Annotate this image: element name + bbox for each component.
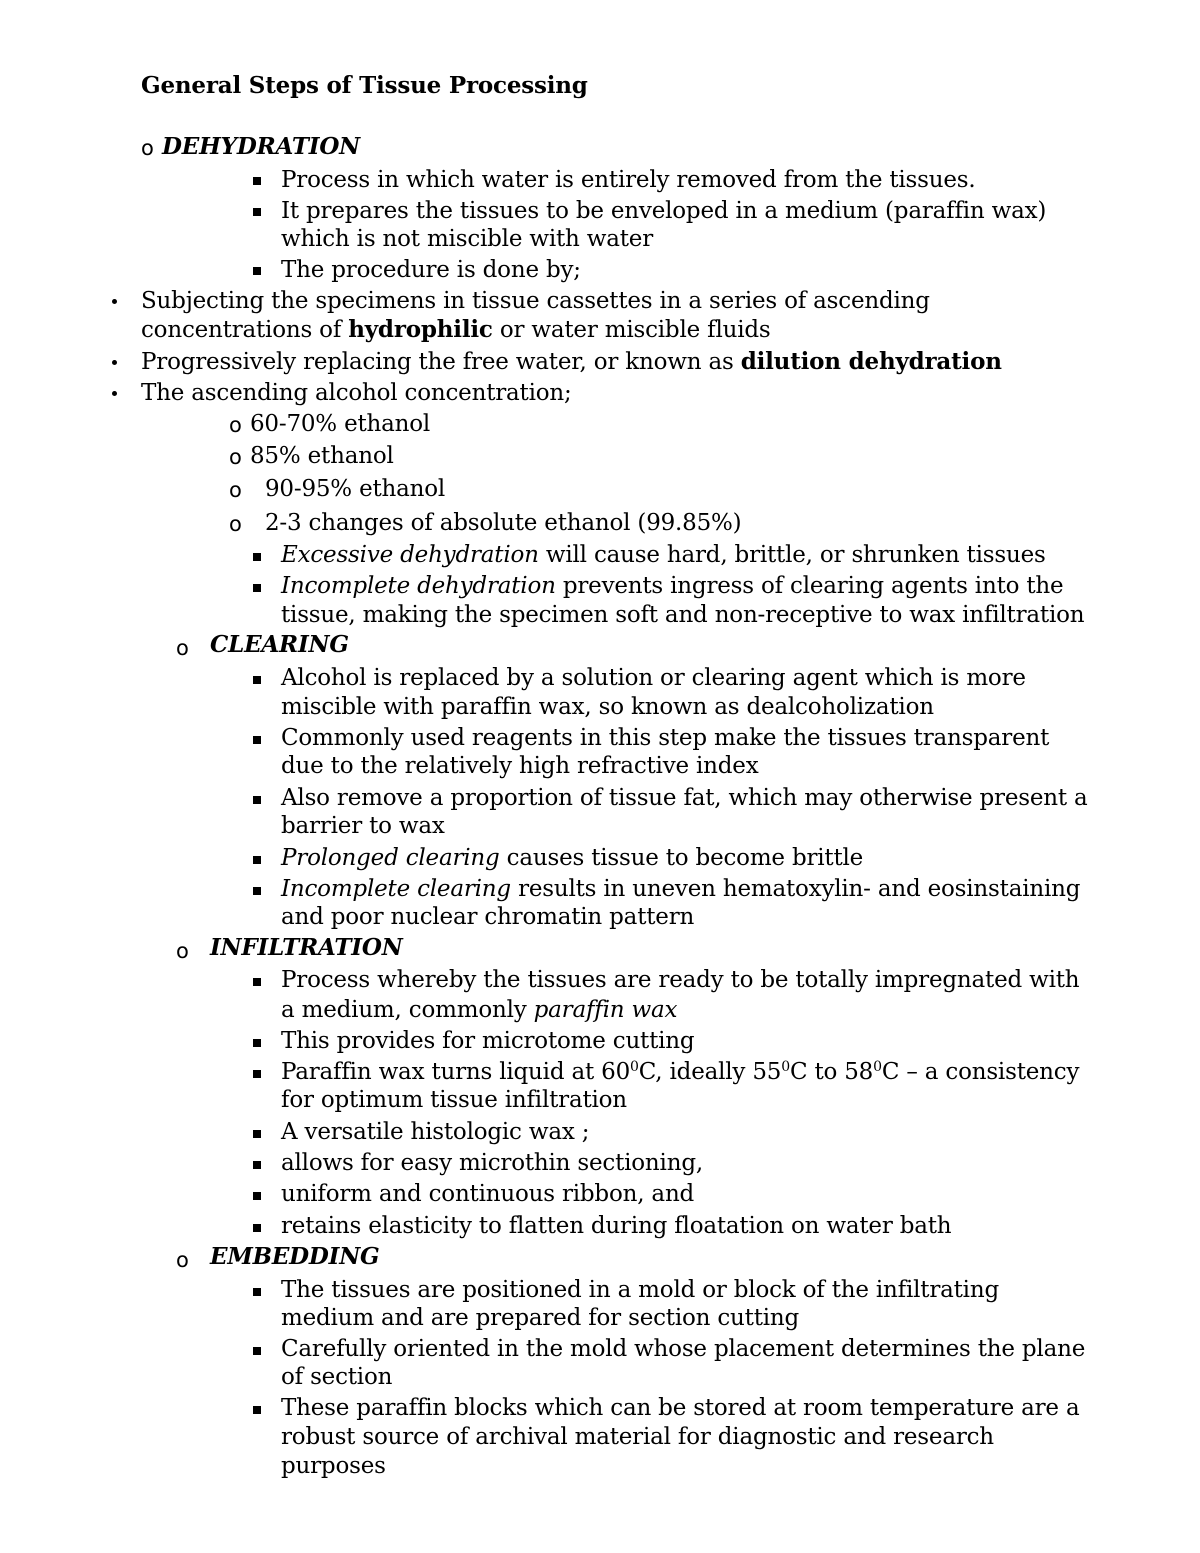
square-bullet-icon xyxy=(253,1130,261,1138)
list-item: Prolonged clearing causes tissue to become brittle xyxy=(281,845,864,871)
list-item: Paraffin wax turns liquid at $60^0C$, ideally $55^0C$ to $58^0C$ – a consistency xyxy=(281,1059,1080,1085)
square-bullet-icon xyxy=(253,1070,261,1078)
list-item: 90-95% ethanol xyxy=(265,476,446,502)
square-bullet-icon xyxy=(253,1192,261,1200)
list-item: Alcohol is replaced by a solution or clearing agent which is more xyxy=(281,665,1026,691)
list-item-continuation: of section xyxy=(281,1364,393,1390)
bullet-dot-icon xyxy=(112,391,117,396)
square-bullet-icon xyxy=(253,676,261,684)
list-item-continuation: and poor nuclear chromatin pattern xyxy=(281,904,695,930)
list-item-continuation: barrier to wax xyxy=(281,813,445,839)
list-item: 85% ethanol xyxy=(250,443,394,469)
list-item: Progressively replacing the free water, or known as dilution dehydration xyxy=(141,348,1002,375)
circle-bullet: o xyxy=(229,413,242,437)
list-item: Also remove a proportion of tissue fat, which may otherwise present a xyxy=(281,785,1088,811)
list-item: A versatile histologic wax ; xyxy=(281,1119,590,1145)
list-item-continuation: concentrations of hydrophilic or water miscible fluids xyxy=(141,316,771,343)
square-bullet-icon xyxy=(253,856,261,864)
section-heading-dehydration: DEHYDRATION xyxy=(162,133,361,160)
square-bullet-icon xyxy=(253,736,261,744)
list-item: The tissues are positioned in a mold or block of the infiltrating xyxy=(281,1277,999,1303)
square-bullet-icon xyxy=(253,208,261,216)
list-item: 60-70% ethanol xyxy=(250,411,431,437)
list-item: Process whereby the tissues are ready to be totally impregnated with xyxy=(281,967,1080,993)
square-bullet-icon xyxy=(253,177,261,185)
square-bullet-icon xyxy=(253,267,261,275)
list-item: Incomplete clearing results in uneven hematoxylin- and eosinstaining xyxy=(281,876,1081,902)
list-item: Carefully oriented in the mold whose placement determines the plane xyxy=(281,1336,1086,1362)
square-bullet-icon xyxy=(253,978,261,986)
square-bullet-icon xyxy=(253,553,261,561)
list-item: allows for easy microthin sectioning, xyxy=(281,1150,703,1176)
list-item: The procedure is done by; xyxy=(281,257,581,283)
list-item: 2-3 changes of absolute ethanol (99.85%) xyxy=(265,510,742,536)
circle-bullet: o xyxy=(176,1248,189,1272)
circle-bullet: o xyxy=(229,512,242,536)
square-bullet-icon xyxy=(253,1288,261,1296)
bullet-dot-icon xyxy=(112,299,117,304)
list-item-continuation: robust source of archival material for diagnostic and research xyxy=(281,1424,994,1450)
list-item-continuation: tissue, making the specimen soft and non-receptive to wax infiltration xyxy=(281,602,1085,628)
page-title: General Steps of Tissue Processing xyxy=(141,72,588,99)
list-item-continuation: for optimum tissue infiltration xyxy=(281,1087,627,1113)
bullet-dot-icon xyxy=(112,360,117,365)
square-bullet-icon xyxy=(253,1406,261,1414)
list-item-continuation: medium and are prepared for section cutting xyxy=(281,1305,800,1331)
square-bullet-icon xyxy=(253,796,261,804)
list-item: Commonly used reagents in this step make the tissues transparent xyxy=(281,725,1050,751)
circle-bullet: o xyxy=(176,636,189,660)
list-item-continuation: which is not miscible with water xyxy=(281,226,654,252)
square-bullet-icon xyxy=(253,1347,261,1355)
list-item: Subjecting the specimens in tissue cassettes in a series of ascending xyxy=(141,288,930,314)
list-item-continuation: purposes xyxy=(281,1453,386,1479)
circle-bullet: o xyxy=(229,445,242,469)
square-bullet-icon xyxy=(253,1161,261,1169)
square-bullet-icon xyxy=(253,1224,261,1232)
section-heading-embedding: EMBEDDING xyxy=(210,1243,380,1270)
list-item: retains elasticity to flatten during floatation on water bath xyxy=(281,1213,952,1239)
list-item-continuation: miscible with paraffin wax, so known as dealcoholization xyxy=(281,694,934,720)
list-item: Process in which water is entirely removed from the tissues. xyxy=(281,167,976,193)
section-heading-infiltration: INFILTRATION xyxy=(210,934,403,961)
list-item: These paraffin blocks which can be stored at room temperature are a xyxy=(281,1395,1080,1421)
list-item: Excessive dehydration will cause hard, brittle, or shrunken tissues xyxy=(281,542,1046,568)
square-bullet-icon xyxy=(253,584,261,592)
list-item-continuation: due to the relatively high refractive index xyxy=(281,753,759,779)
circle-bullet: o xyxy=(176,939,189,963)
square-bullet-icon xyxy=(253,887,261,895)
list-item: uniform and continuous ribbon, and xyxy=(281,1181,695,1207)
circle-bullet: o xyxy=(229,478,242,502)
list-item: This provides for microtome cutting xyxy=(281,1028,695,1054)
square-bullet-icon xyxy=(253,1039,261,1047)
section-heading-clearing: CLEARING xyxy=(210,631,349,658)
list-item: It prepares the tissues to be enveloped in a medium (paraffin wax) xyxy=(281,198,1047,224)
list-item: The ascending alcohol concentration; xyxy=(141,380,572,406)
circle-bullet: o xyxy=(141,136,154,160)
list-item: Incomplete dehydration prevents ingress of clearing agents into the xyxy=(281,573,1064,599)
list-item-continuation: a medium, commonly paraffin wax xyxy=(281,997,678,1023)
